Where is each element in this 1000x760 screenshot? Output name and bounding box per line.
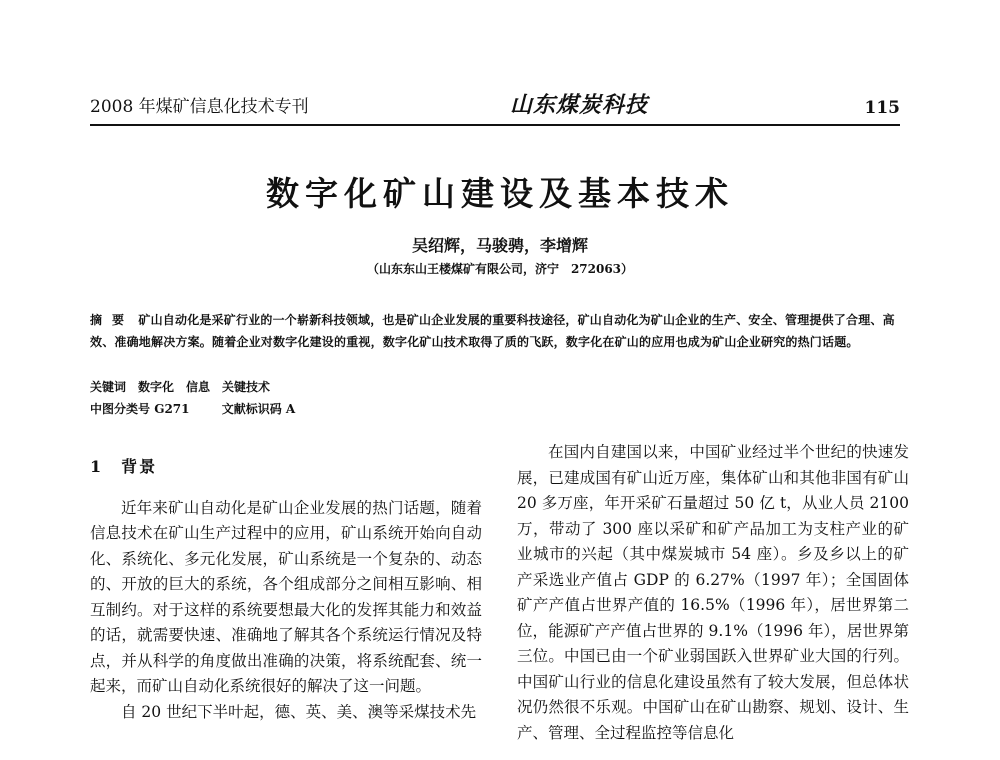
header-rule <box>90 124 900 126</box>
doc-code: A <box>285 402 296 416</box>
running-header <box>90 90 900 126</box>
paragraph: 在国内自建国以来，中国矿业经过半个世纪的快速发展，已建成国有矿山近万座，集体矿山和其他非国有矿山 20 多万座，年开采矿石量超过 50 亿 t，从业人员 2100 万，带动了 300 座以采矿和矿产品加工为支柱产业的矿业城市的兴起（其中煤炭城市 54 座）。乡及乡以上的矿产采选业产值占 GDP 的 6.27%（1997 年）；全国固体矿产产值占世界产值的 16.5%（1996 年），居世界第二位，能源矿产产值占世界的 9.1%（1996 年），居世界第三位。中国已由一个矿业弱国跃入世界矿业大国的行列。中国矿山行业的信息化建设虽然有了较大发展，但总体状况仍然很不乐观。中国矿山在矿山勘察、规划、设计、生产、管理、全过程监控等信息化 <box>517 443 909 742</box>
section-heading: 1 背景 <box>90 457 158 476</box>
paragraph: 自 20 世纪下半叶起，德、英、美、澳等采煤技术先 <box>121 702 477 721</box>
abstract-text: 矿山自动化是采矿行业的一个崭新科技领域，也是矿山企业发展的重要科技途径，矿山自动化为矿山企业的生产、安全、管理提供了合理、高效、准确地解决方案。随着企业对数字化建设的重视，数字化矿山技术取得了质的飞跃，数字化在矿山的应用也成为矿山企业研究的热门话题。 <box>90 313 895 349</box>
abstract <box>90 309 910 353</box>
author-affiliation: （山东东山王楼煤矿有限公司，济宁 272063） <box>366 262 634 276</box>
classification-line <box>90 400 295 417</box>
abstract-label: 摘要 <box>90 313 135 327</box>
paragraph: 近年来矿山自动化是矿山企业发展的热门话题，随着信息技术在矿山生产过程中的应用，矿山系统开始向自动化、系统化、多元化发展，矿山系统是一个复杂的、动态的、开放的巨大的系统，各个组成部分之间相互影响、相互制约。对于这样的系统要想最大化的发挥其能力和效益的话，就需要快速、准确地了解其各个系统运行情况及特点，并从科学的角度做出准确的决策，将系统配套、统一起来，而矿山自动化系统很好的解决了这一问题。 <box>90 498 482 695</box>
journal-name: 山东煤炭科技 <box>510 92 649 118</box>
page-number: 115 <box>864 98 900 118</box>
journal-issue: 2008 年煤矿信息化技术专刊 <box>90 97 309 117</box>
clc-code: G271 <box>154 402 190 416</box>
keywords-label: 关键词 <box>90 380 127 394</box>
doc-code-label: 文献标识码 <box>221 402 282 416</box>
article-title: 数字化矿山建设及基本技术 <box>266 174 734 213</box>
left-column <box>90 440 482 725</box>
keywords-line <box>90 378 270 395</box>
clc-label: 中图分类号 <box>90 402 151 416</box>
keywords: 数字化 信息 关键技术 <box>138 380 271 394</box>
right-column <box>517 440 909 746</box>
article-authors: 吴绍辉，马骏骋，李增辉 <box>411 236 588 255</box>
